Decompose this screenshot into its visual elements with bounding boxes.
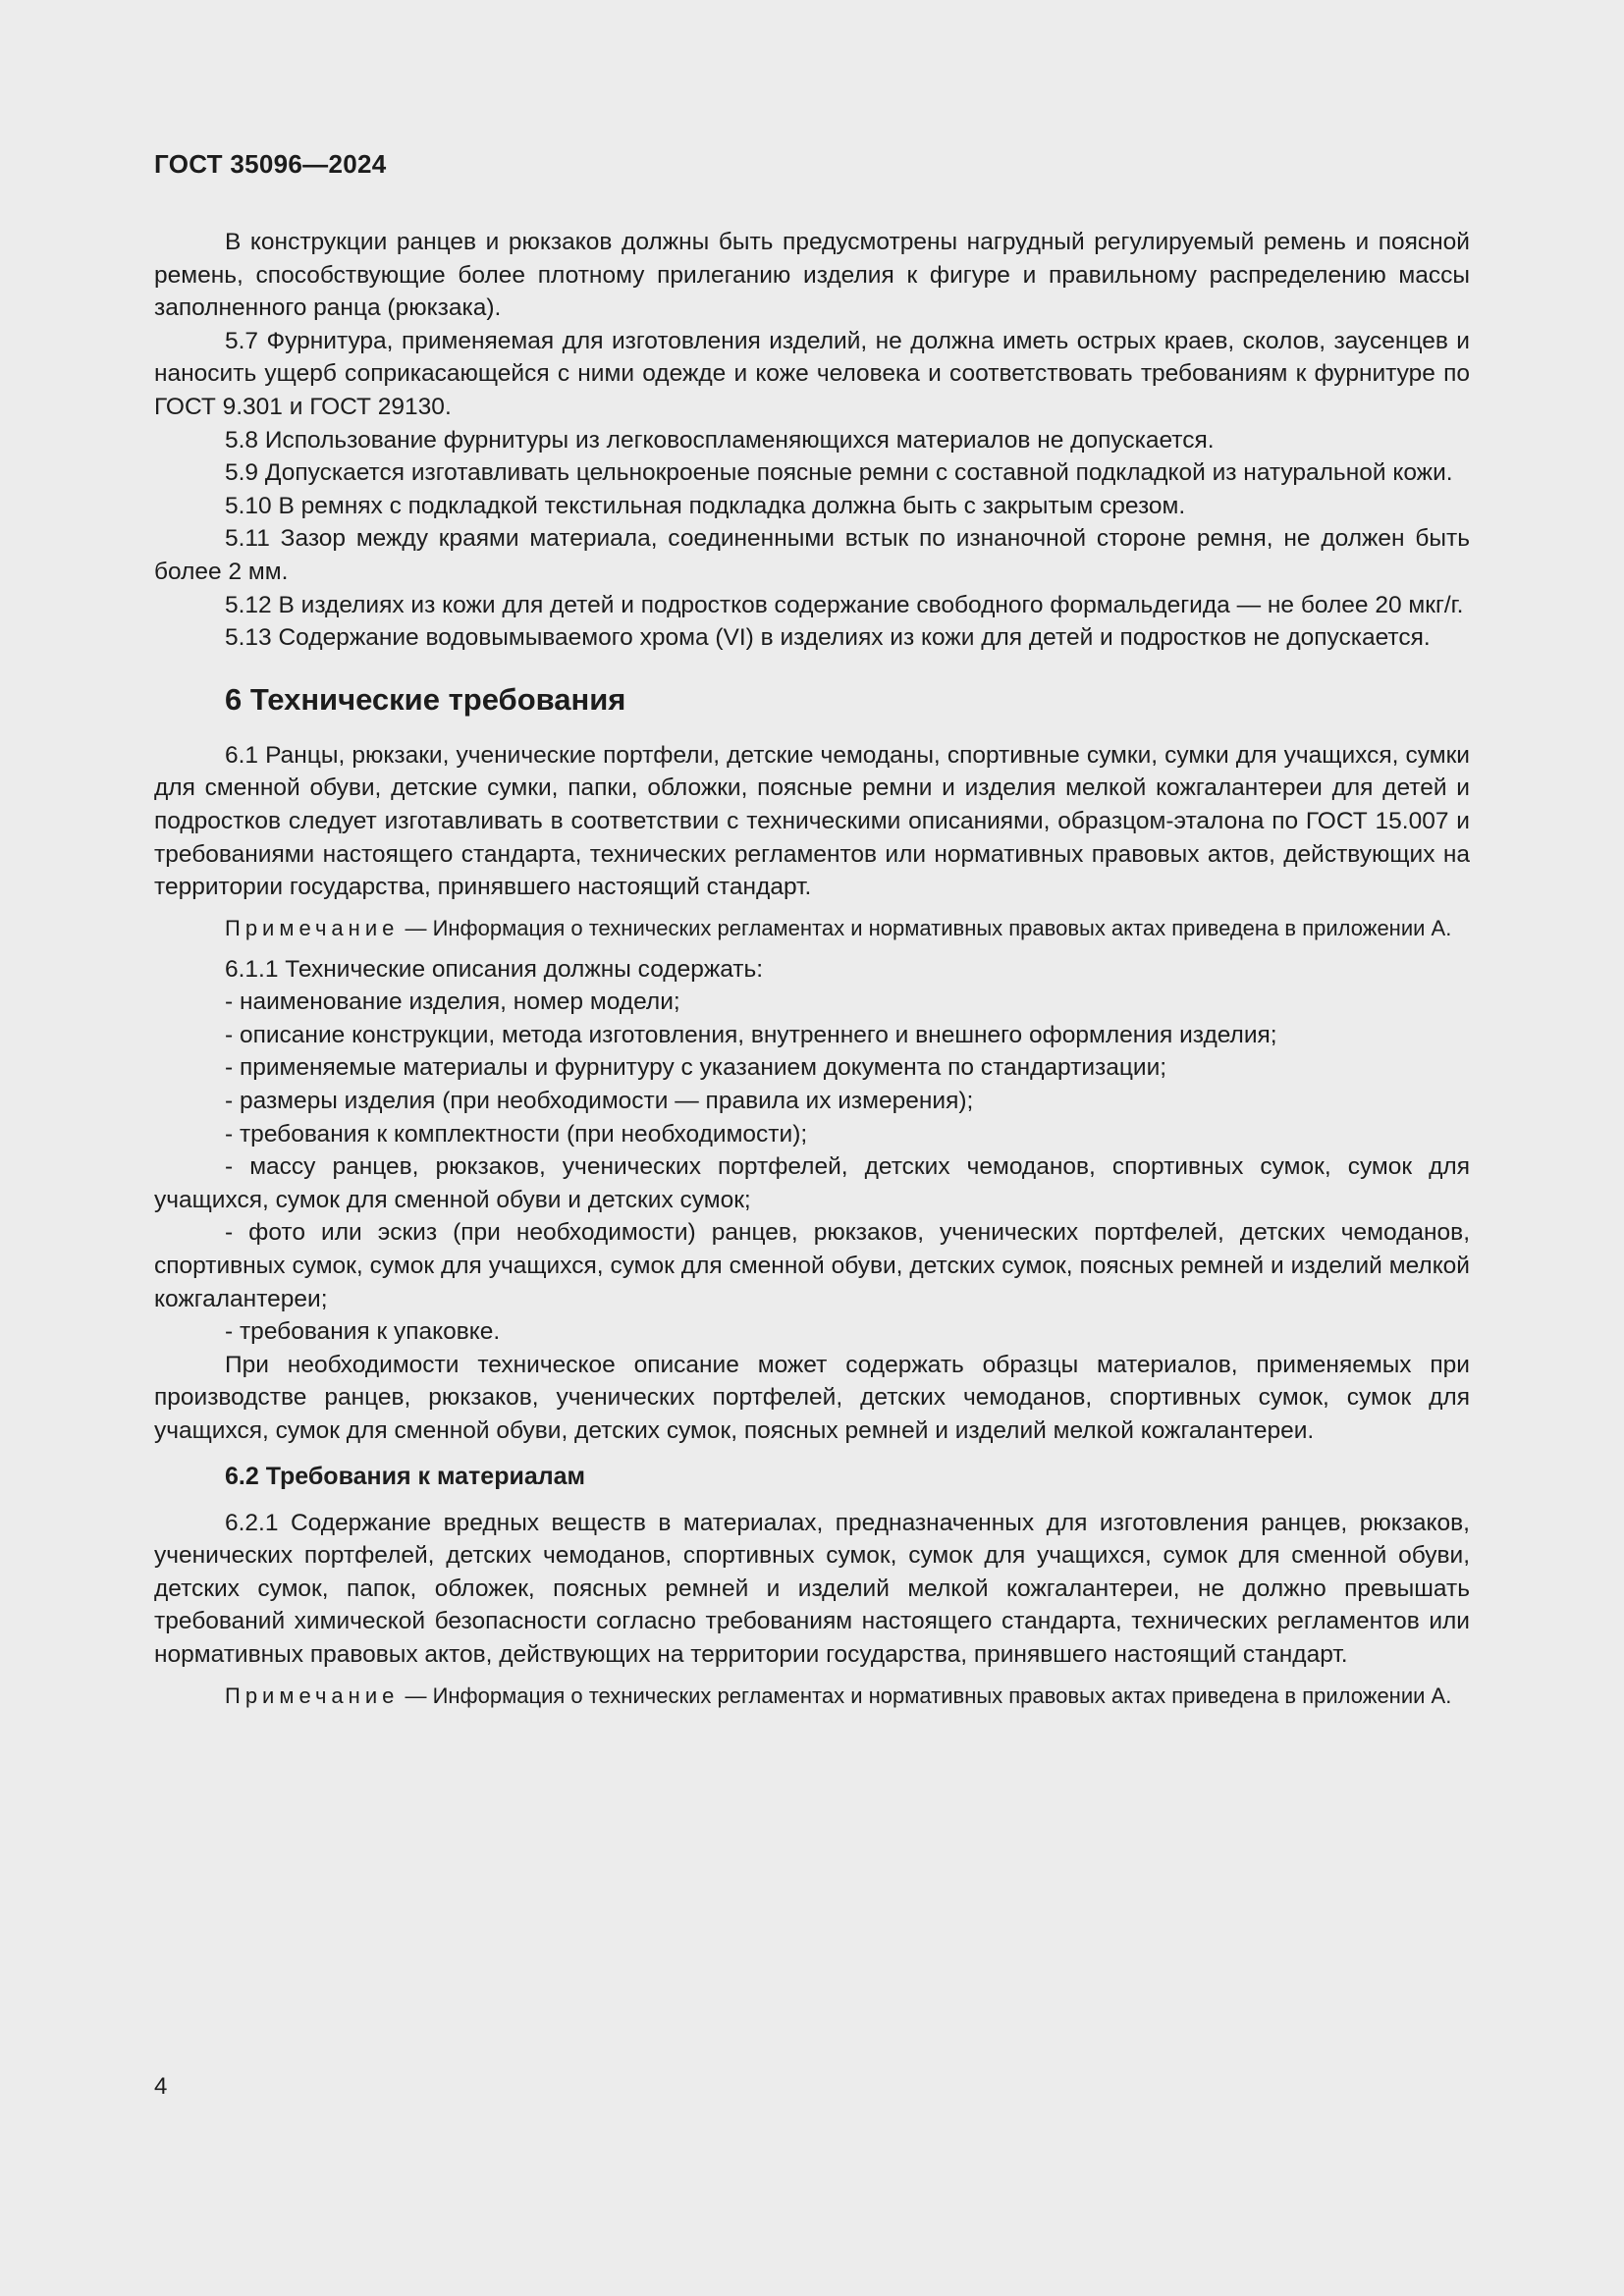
list-item: - фото или эскиз (при необходимости) ранцев, рюкзаков, ученических портфелей, детских чемоданов, спортивных сумок, сумок для учащихся, сумок для сменной обуви, детских сумок, поясных ремней и изделий мелкой кожгалантереи; <box>154 1219 1470 1312</box>
paragraph-6-1: 6.1 Ранцы, рюкзаки, ученические портфели, детские чемоданы, спортивные сумки, сумки для учащихся, сумки для сменной обуви, детские сумки, папки, обложки, поясные ремни и изделия мелкой кожгалантереи для детей и подростков следует изготавливать в соответствии с техническими описаниями, образцом-эталона по ГОСТ 15.007 и требованиями настоящего стандарта, технических регламентов или нормативных правовых актов, действующих на территории государства, принявшего настоящий стандарт. <box>154 741 1470 901</box>
page-content <box>154 226 1470 1721</box>
note-2-label: Примечание <box>225 1682 400 1708</box>
paragraph-5-11: 5.11 Зазор между краями материала, соединенными встык по изнаночной стороне ремня, не должен быть более 2 мм. <box>154 525 1470 585</box>
note-1-label: Примечание <box>225 915 400 940</box>
list-item: - применяемые материалы и фурнитуру с указанием документа по стандартизации; <box>225 1054 1167 1082</box>
paragraph-5-13: 5.13 Содержание водовымываемого хрома (VI) в изделиях из кожи для детей и подростков не допускается. <box>225 624 1431 652</box>
note-2 <box>154 1682 1470 1711</box>
list-item: - размеры изделия (при необходимости — правила их измерения); <box>225 1088 974 1115</box>
note-2-text: — Информация о технических регламентах и нормативных правовых актах приведена в приложении А. <box>399 1682 1452 1708</box>
paragraph-6-2-1: 6.2.1 Содержание вредных веществ в материалах, предназначенных для изготовления ранцев, рюкзаков, ученических портфелей, детских чемоданов, спортивных сумок, сумок для учащихся, сумок для сменной обуви, детских сумок, папок, обложек, поясных ремней и изделий мелкой кожгалантереи, не должно превышать требований химической безопасности согласно требованиям настоящего стандарта, технических регламентов или нормативных правовых актов, действующих на территории государства, принявшего настоящий стандарт. <box>154 1509 1470 1668</box>
paragraph-6-1-1: 6.1.1 Технические описания должны содержать: <box>225 955 764 983</box>
list-item: - описание конструкции, метода изготовления, внутреннего и внешнего оформления изделия; <box>225 1021 1277 1048</box>
subsection-6-2-title: 6.2 Требования к материалам <box>225 1462 586 1490</box>
list-item: - массу ранцев, рюкзаков, ученических портфелей, детских чемоданов, спортивных сумок, сумок для учащихся, сумок для сменной обуви и детских сумок; <box>154 1153 1470 1213</box>
list-item: - требования к упаковке. <box>225 1318 501 1346</box>
paragraph-5-12: 5.12 В изделиях из кожи для детей и подростков содержание свободного формальдегида — не более 20 мкг/г. <box>225 591 1464 618</box>
paragraph-5-9: 5.9 Допускается изготавливать цельнокроеные поясные ремни с составной подкладкой из натуральной кожи. <box>225 459 1453 487</box>
paragraph-5-7: 5.7 Фурнитура, применяемая для изготовления изделий, не должна иметь острых краев, сколов, заусенцев и наносить ущерб соприкасающейся с ними одежде и коже человека и соответствовать требованиям к фурнитуре по ГОСТ 9.301 и ГОСТ 29130. <box>154 327 1470 420</box>
note-1 <box>154 914 1470 943</box>
list-item: - требования к комплектности (при необходимости); <box>225 1120 808 1148</box>
standard-header: ГОСТ 35096—2024 <box>154 149 387 179</box>
section-6-title: 6 Технические требования <box>225 681 626 717</box>
paragraph-5-6-continued: В конструкции ранцев и рюкзаков должны быть предусмотрены нагрудный регулируемый ремень и поясной ремень, способствующие более плотному прилеганию изделия к фигуре и правильному распределению массы заполненного ранца (рюкзака). <box>154 229 1470 322</box>
list-item: - наименование изделия, номер модели; <box>225 988 680 1016</box>
page-number: 4 <box>154 2073 168 2100</box>
paragraph-5-8: 5.8 Использование фурнитуры из легковоспламеняющихся материалов не допускается. <box>225 426 1215 454</box>
note-1-text: — Информация о технических регламентах и нормативных правовых актах приведена в приложении А. <box>399 915 1452 940</box>
paragraph-5-10: 5.10 В ремнях с подкладкой текстильная подкладка должна быть с закрытым срезом. <box>225 492 1186 519</box>
paragraph-6-1-extra: При необходимости техническое описание может содержать образцы материалов, применяемых при производстве ранцев, рюкзаков, ученических портфелей, детских чемоданов, спортивных сумок, сумок для учащихся, сумок для сменной обуви, детских сумок, поясных ремней и изделий мелкой кожгалантереи. <box>154 1351 1470 1444</box>
